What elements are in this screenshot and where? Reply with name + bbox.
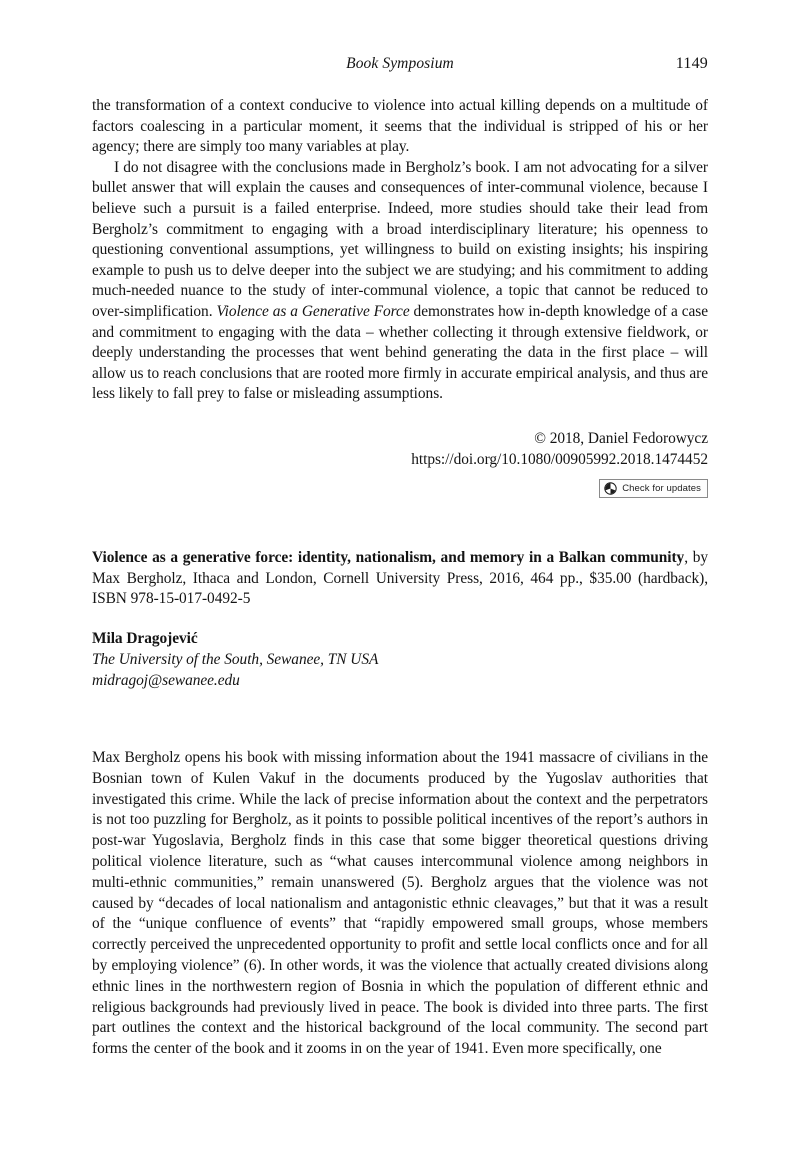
article-paragraph-closing-part-1: I do not disagree with the conclusions made in Bergholz’s book. I am not advocating for a silver bullet answer that will explain the causes and consequences of inter-communal violence, because I believe such a pursuit is a failed enterprise. Indeed, more studies should take their lead from Bergholz’s commitment to engaging with a broad interdisciplinary literature; his openness to questioning conventional assumptions, yet willingness to build on existing insights; his inspiring example to push us to delve deeper into the subject we are studying; and his commitment to adding much-needed nuance to the study of inter-communal violence, a topic that cannot be reduced to over-simplification. (92, 158, 708, 320)
article-paragraph-closing-part-2: demonstrates how in-depth knowledge of a case and commitment to engaging with the data – whether collecting it through extensive fieldwork, or deeply understanding the processes that went behind generating the data in the first place – will allow us to reach conclusions that are rooted more firmly in accurate empirical analysis, and thus are less likely to fall prey to false or misleading assumptions. (92, 302, 708, 403)
article-paragraph-continuation: the transformation of a context conducive to violence into actual killing depends on a multitude of factors coalescing in a particular moment, it seems that the individual is stripped of his or her agency; there are simply too many variables at play. (92, 97, 708, 156)
book-title-italic-mention: Violence as a Generative Force (216, 302, 410, 320)
reviewed-book-details: , by Max Bergholz, Ithaca and London, Cornell University Press, 2016, 464 pp., $35.00 (hardback), ISBN 978-15-017-0492-5 (92, 549, 708, 608)
check-for-updates-badge[interactable] (599, 479, 708, 498)
review-body-paragraph: Max Bergholz opens his book with missing information about the 1941 massacre of civilians in the Bosnian town of Kulen Vakuf in the documents produced by the Yugoslav authorities that investigated this crime. While the lack of precise information about the context and the perpetrators is not too puzzling for Bergholz, as it points to possible political incentives of the report’s authors in post-war Yugoslavia, Bergholz finds in this case that some bigger theoretical questions driving political violence literature, such as “what causes intercommunal violence among neighbors in multi-ethnic communities,” remain unanswered (5). Bergholz argues that the violence was not caused by “decades of local nationalism and antagonistic ethnic cleavages,” but that it was a result of the “unique confluence of events” that “rapidly empowered small groups, whose members correctly perceived the unprecedented opportunity to profit and settle local conflicts once and for all by employing violence” (6). In other words, it was the violence that actually created divisions along ethnic lines in the northwestern region of Bosnia in which the population of different ethnic and religious backgrounds had previously lived in peace. The book is divided into three parts. The first part outlines the context and the historical background of the local community. The second part forms the center of the book and it zooms in on the year of 1941. Even more specifically, one (92, 749, 708, 1058)
reviewer-name: Mila Dragojević (92, 630, 198, 647)
page-number: 1149 (675, 55, 708, 72)
reviewed-book-title: Violence as a generative force: identity, nationalism, and memory in a Balkan community (92, 549, 685, 566)
running-head (92, 55, 708, 77)
article-end-text-column (92, 96, 708, 405)
review-body-column (92, 748, 708, 1060)
publication-block (92, 428, 708, 500)
reviewed-book-citation (92, 548, 708, 610)
reviewer-email[interactable]: midragoj@sewanee.edu (92, 672, 240, 689)
reviewer-affiliation: The University of the South, Sewanee, TN USA (92, 651, 379, 668)
article-paragraph-closing (92, 158, 708, 405)
check-for-updates-label: Check for updates (622, 483, 701, 494)
crossmark-icon (604, 482, 617, 495)
reviewer-byline (92, 628, 708, 691)
reviewed-book-heading (92, 548, 708, 610)
running-head-title: Book Symposium (346, 55, 454, 72)
copyright-line: © 2018, Daniel Fedorowycz (534, 430, 708, 447)
doi-link[interactable]: https://doi.org/10.1080/00905992.2018.1474452 (411, 451, 708, 468)
